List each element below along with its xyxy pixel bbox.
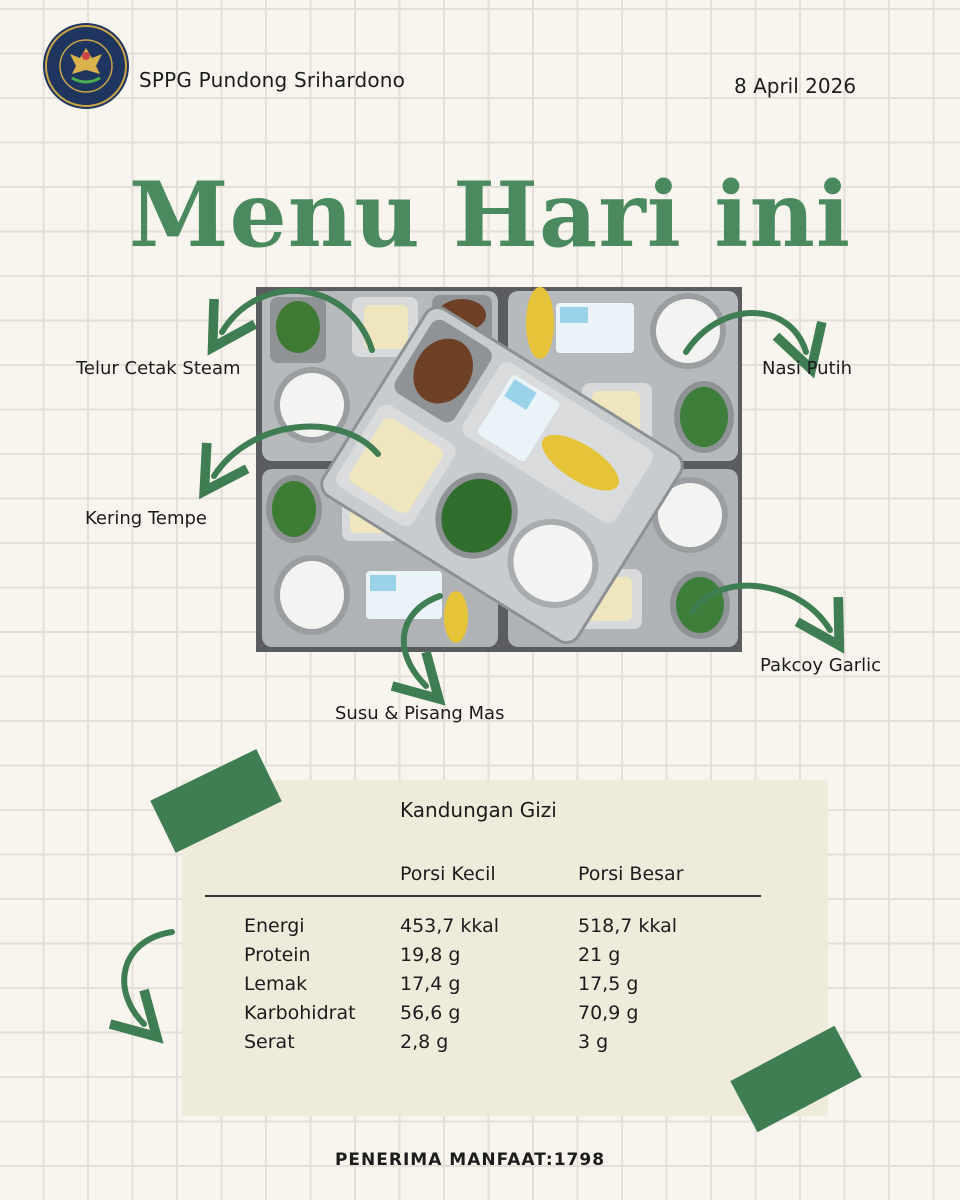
menu-item-kering: Kering Tempe xyxy=(85,508,207,529)
nutrient-small: 56,6 g xyxy=(400,1002,461,1024)
nutrient-large: 518,7 kkal xyxy=(578,915,678,937)
menu-item-susu: Susu & Pisang Mas xyxy=(335,703,505,724)
nutrient-large: 21 g xyxy=(578,944,621,966)
food-tray-photo xyxy=(256,287,742,652)
org-name: SPPG Pundong Srihardono xyxy=(139,68,406,92)
nutrition-title: Kandungan Gizi xyxy=(400,798,557,822)
nutrient-small: 19,8 g xyxy=(400,944,461,966)
arrow-card xyxy=(124,932,172,1024)
menu-item-pakcoy: Pakcoy Garlic xyxy=(760,655,882,676)
nutrient-name: Lemak xyxy=(244,973,308,995)
menu-item-nasi: Nasi Putih xyxy=(762,358,853,379)
column-header-small: Porsi Kecil xyxy=(400,863,496,885)
table-divider xyxy=(205,895,761,897)
nutrient-name: Serat xyxy=(244,1031,295,1053)
nutrient-small: 2,8 g xyxy=(400,1031,449,1053)
column-header-large: Porsi Besar xyxy=(578,863,684,885)
nutrient-small: 17,4 g xyxy=(400,973,461,995)
nutrient-small: 453,7 kkal xyxy=(400,915,500,937)
beneficiaries-count: PENERIMA MANFAAT:1798 xyxy=(334,1150,606,1170)
page-title: Menu Hari ini xyxy=(128,162,852,268)
nutrient-name: Karbohidrat xyxy=(244,1002,356,1024)
nutrient-large: 3 g xyxy=(578,1031,609,1053)
nutrient-large: 70,9 g xyxy=(578,1002,639,1024)
nutrient-large: 17,5 g xyxy=(578,973,639,995)
menu-item-telur: Telur Cetak Steam xyxy=(76,358,241,379)
nutrient-name: Protein xyxy=(244,944,311,966)
nutrient-name: Energi xyxy=(244,915,305,937)
menu-date: 8 April 2026 xyxy=(734,74,857,98)
bgn-logo xyxy=(42,22,130,110)
